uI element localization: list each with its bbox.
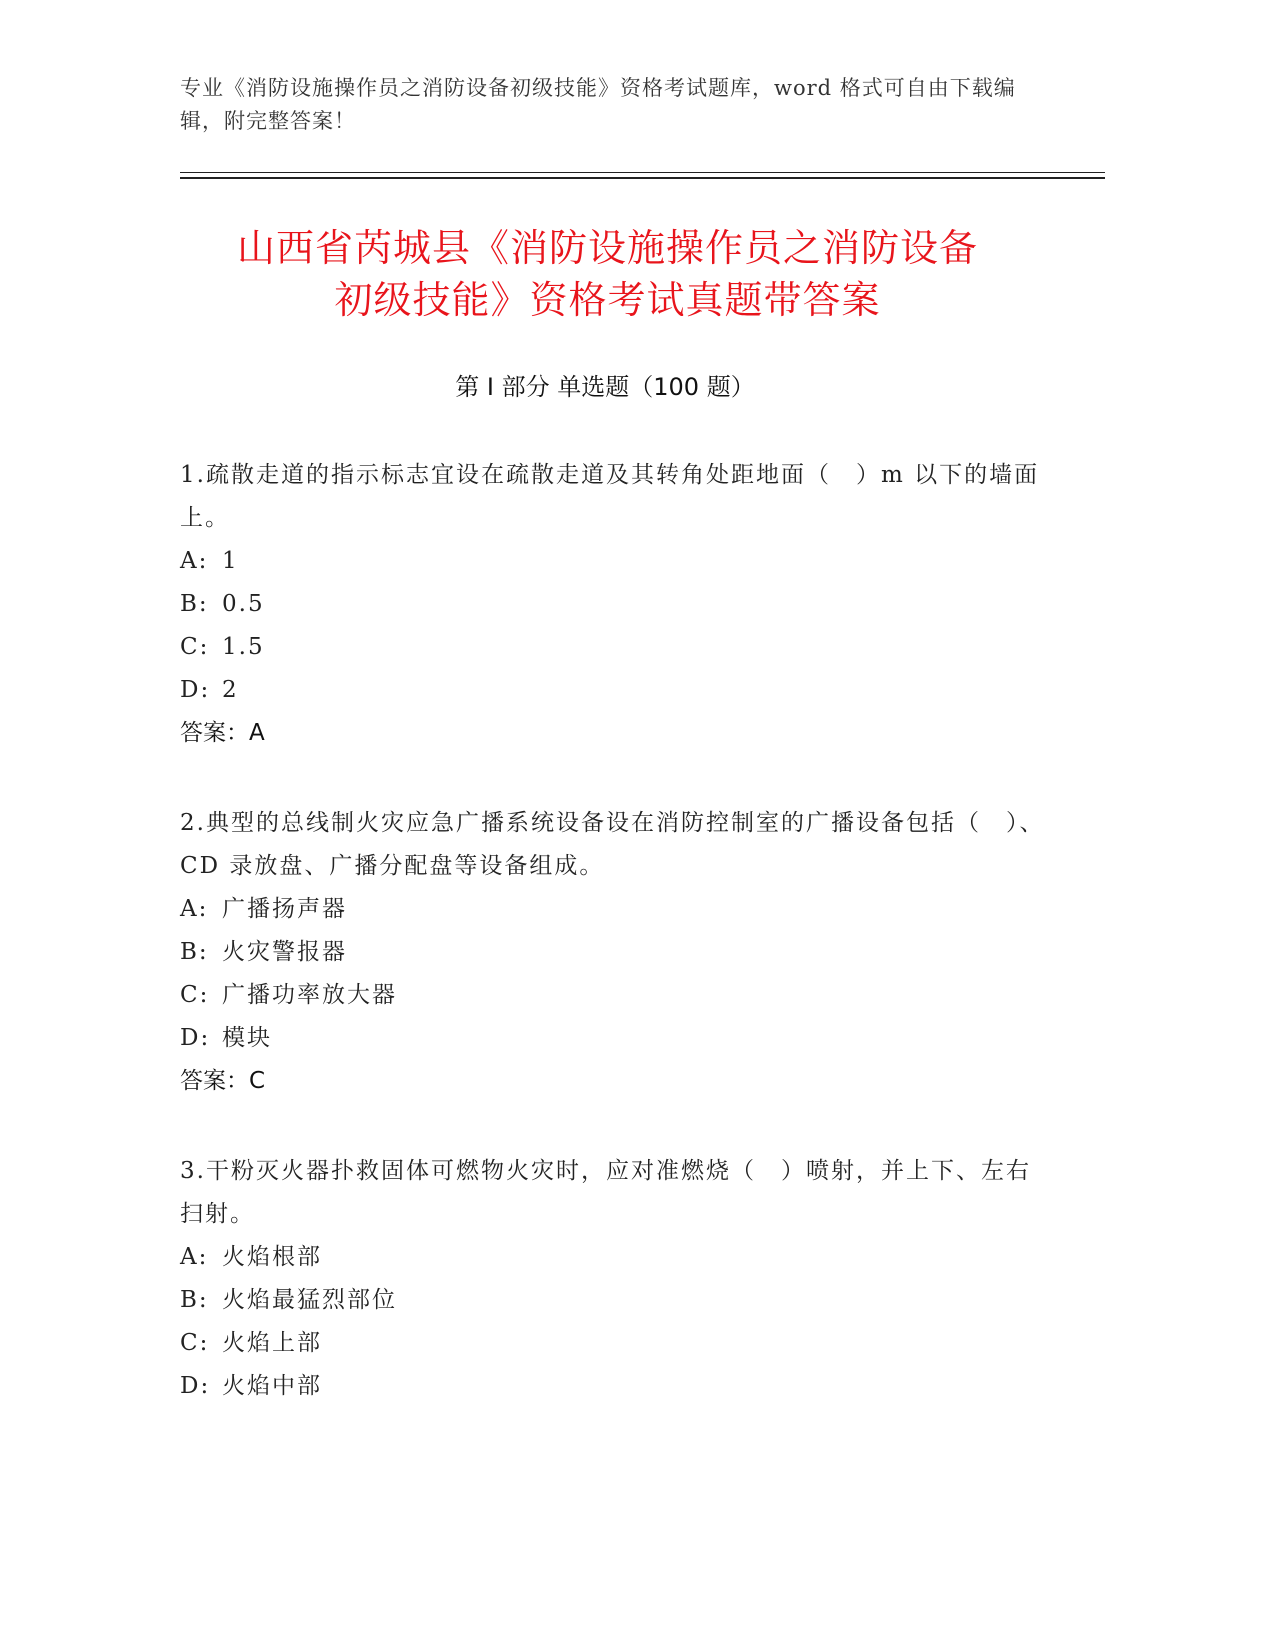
option-key: A:: [180, 548, 209, 574]
option-key: B:: [180, 939, 209, 965]
option-b: [180, 583, 1050, 626]
question-2: [180, 802, 1050, 1103]
option-a: [180, 1236, 1050, 1279]
option-value: 0.5: [222, 591, 265, 617]
option-value: 火焰最猛烈部位: [222, 1287, 397, 1313]
question-1: [180, 454, 1050, 755]
option-value: 模块: [222, 1025, 272, 1051]
header-divider-thin: [180, 172, 1105, 173]
option-key: B:: [180, 1287, 209, 1313]
option-key: D:: [180, 1373, 211, 1399]
option-d: [180, 669, 1050, 712]
option-value: 广播功率放大器: [222, 982, 397, 1008]
option-a: [180, 540, 1050, 583]
option-key: A:: [180, 896, 209, 922]
option-key: D:: [180, 1025, 211, 1051]
option-key: C:: [180, 1330, 210, 1356]
option-value: 广播扬声器: [222, 896, 347, 922]
option-key: C:: [180, 982, 210, 1008]
document-title: [150, 222, 1065, 326]
header-divider-thick: [180, 177, 1105, 179]
question-3: [180, 1150, 1050, 1408]
question-text: 2.典型的总线制火灾应急广播系统设备设在消防控制室的广播设备包括（ ）、CD 录放盘、广播分配盘等设备组成。: [180, 810, 1045, 879]
document-title-line-1: 山西省芮城县《消防设施操作员之消防设备: [236, 226, 978, 270]
option-c: [180, 1322, 1050, 1365]
question-text: 1.疏散走道的指示标志宜设在疏散走道及其转角处距地面（ ）m 以下的墙面上。: [180, 462, 1040, 531]
header-note: 专业《消防设施操作员之消防设备初级技能》资格考试题库，word 格式可自由下载编辑，附完整答案！: [180, 76, 1016, 133]
option-c: [180, 626, 1050, 669]
option-b: [180, 931, 1050, 974]
option-value: 1: [222, 548, 239, 574]
option-c: [180, 974, 1050, 1017]
option-a: [180, 888, 1050, 931]
option-value: 火灾警报器: [222, 939, 347, 965]
option-d: [180, 1365, 1050, 1408]
option-b: [180, 1279, 1050, 1322]
section-heading: 第 I 部分 单选题（100 题）: [455, 373, 755, 401]
answer-label: 答案：A: [180, 720, 265, 746]
option-key: A:: [180, 1244, 209, 1270]
option-value: 火焰中部: [222, 1373, 322, 1399]
question-text: 3.干粉灭火器扑救固体可燃物火灾时，应对准燃烧（ ）喷射，并上下、左右扫射。: [180, 1158, 1031, 1227]
option-key: B:: [180, 591, 209, 617]
document-title-line-2: 初级技能》资格考试真题带答案: [334, 278, 881, 322]
answer-label: 答案：C: [180, 1068, 266, 1094]
option-key: C:: [180, 634, 210, 660]
option-value: 火焰根部: [222, 1244, 322, 1270]
option-value: 1.5: [222, 634, 265, 660]
option-value: 2: [222, 677, 239, 703]
option-key: D:: [180, 677, 211, 703]
option-value: 火焰上部: [222, 1330, 322, 1356]
option-d: [180, 1017, 1050, 1060]
